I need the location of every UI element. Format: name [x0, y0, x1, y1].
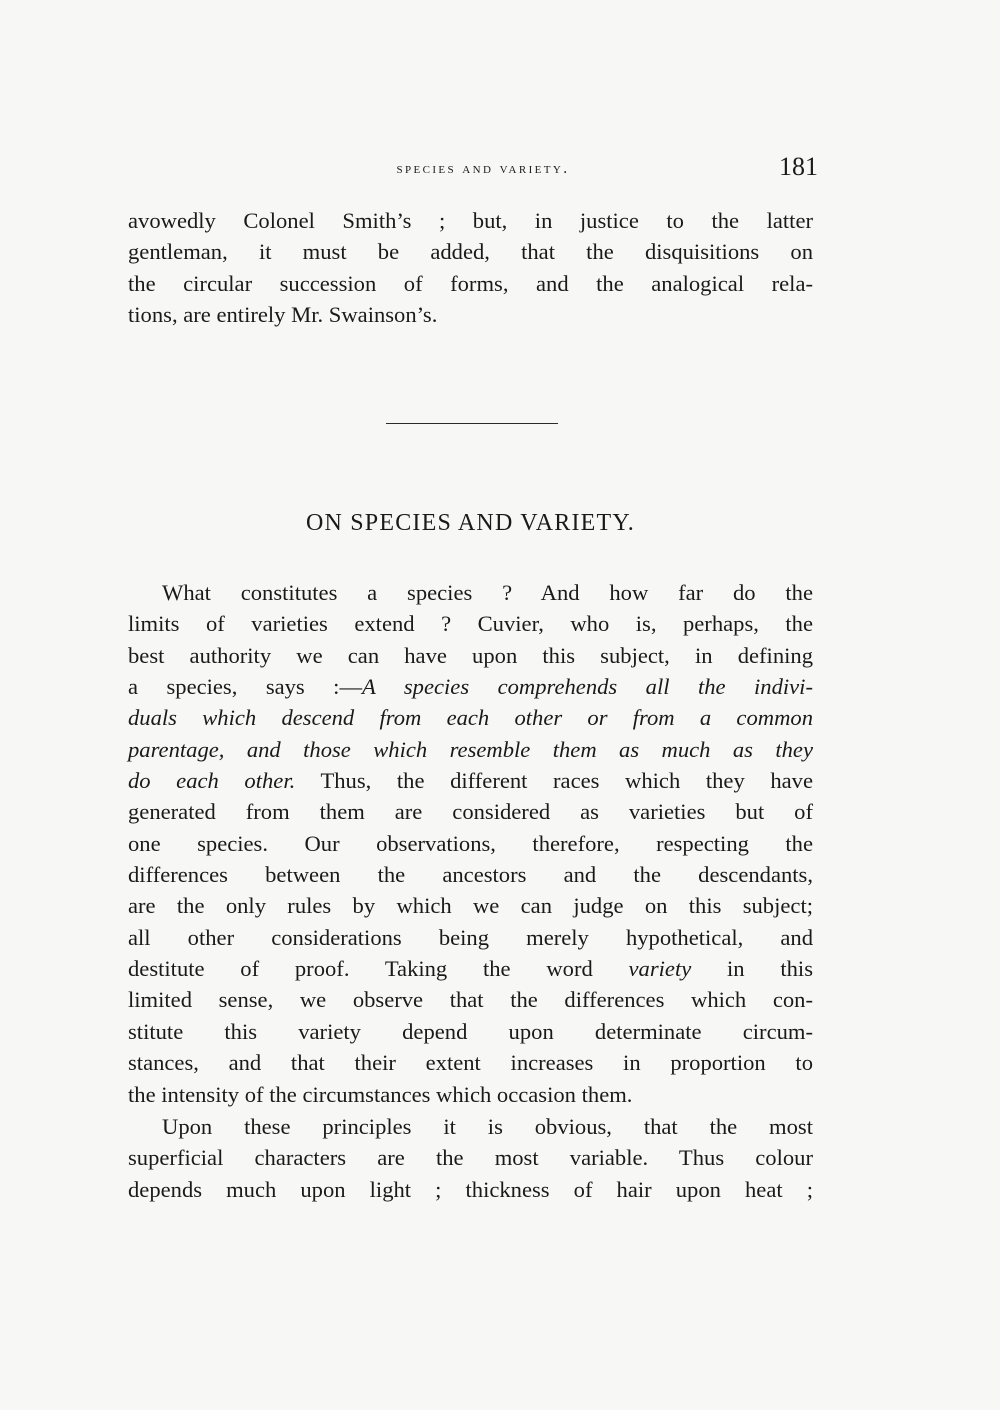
text-line: limited sense, we observe that the differences which con- [128, 987, 813, 1013]
text-run: in this [691, 956, 813, 982]
section-heading: ON SPECIES AND VARIETY. [306, 510, 635, 536]
text-line: depends much upon light ; thickness of hair upon heat ; [128, 1176, 813, 1202]
running-head [128, 152, 818, 186]
page-number: 181 [779, 152, 818, 181]
paragraph-1 [128, 577, 813, 1110]
text-line: tions, are entirely Mr. Swainson’s. [128, 302, 438, 328]
italic-quote-run: do each other. [128, 768, 296, 794]
text-line-mixed [128, 953, 813, 984]
text-line-mixed [128, 671, 813, 702]
text-line: stitute this variety depend upon determinate circum- [128, 1018, 813, 1044]
italic-word-variety: variety [628, 956, 692, 982]
italic-quote-run: A species comprehends all the indivi- [362, 674, 813, 700]
text-line: avowedly Colonel Smith’s ; but, in justice to the latter [128, 208, 813, 233]
paragraph-2 [128, 1111, 813, 1205]
continuation-paragraph [128, 205, 813, 330]
text-line: the intensity of the circumstances which occasion them. [128, 1081, 633, 1107]
italic-quote-run: duals which descend from each other or from a common [128, 705, 813, 731]
text-line: are the only rules by which we can judge on this subject; [128, 893, 813, 919]
text-line: generated from them are considered as varieties but of [128, 799, 813, 825]
text-run: Thus, the different races which they have [295, 768, 813, 794]
section-divider-rule [386, 423, 558, 424]
text-line: What constitutes a species ? And how far do the [162, 580, 813, 605]
text-line: superficial characters are the most variable. Thus colour [128, 1145, 813, 1171]
text-line-mixed [128, 765, 813, 796]
running-title: species and variety. [396, 160, 570, 177]
italic-quote-run: parentage, and those which resemble them as much as they [128, 736, 813, 762]
text-line [128, 734, 813, 765]
text-run: destitute of proof. Taking the word [128, 956, 629, 982]
text-line: the circular succession of forms, and the analogical rela- [128, 270, 813, 296]
text-line: differences between the ancestors and the descendants, [128, 862, 813, 888]
text-line: stances, and that their extent increases in proportion to [128, 1050, 813, 1076]
text-line: gentleman, it must be added, that the disquisitions on [128, 239, 813, 265]
text-line: Upon these principles it is obvious, that the most [162, 1114, 813, 1139]
text-line: one species. Our observations, therefore, respecting the [128, 830, 813, 856]
text-line: limits of varieties extend ? Cuvier, who is, perhaps, the [128, 611, 813, 637]
text-run: a species, says :— [128, 674, 363, 700]
text-line: best authority we can have upon this subject, in defining [128, 642, 813, 668]
text-line [128, 702, 813, 733]
text-line: all other considerations being merely hypothetical, and [128, 924, 813, 950]
